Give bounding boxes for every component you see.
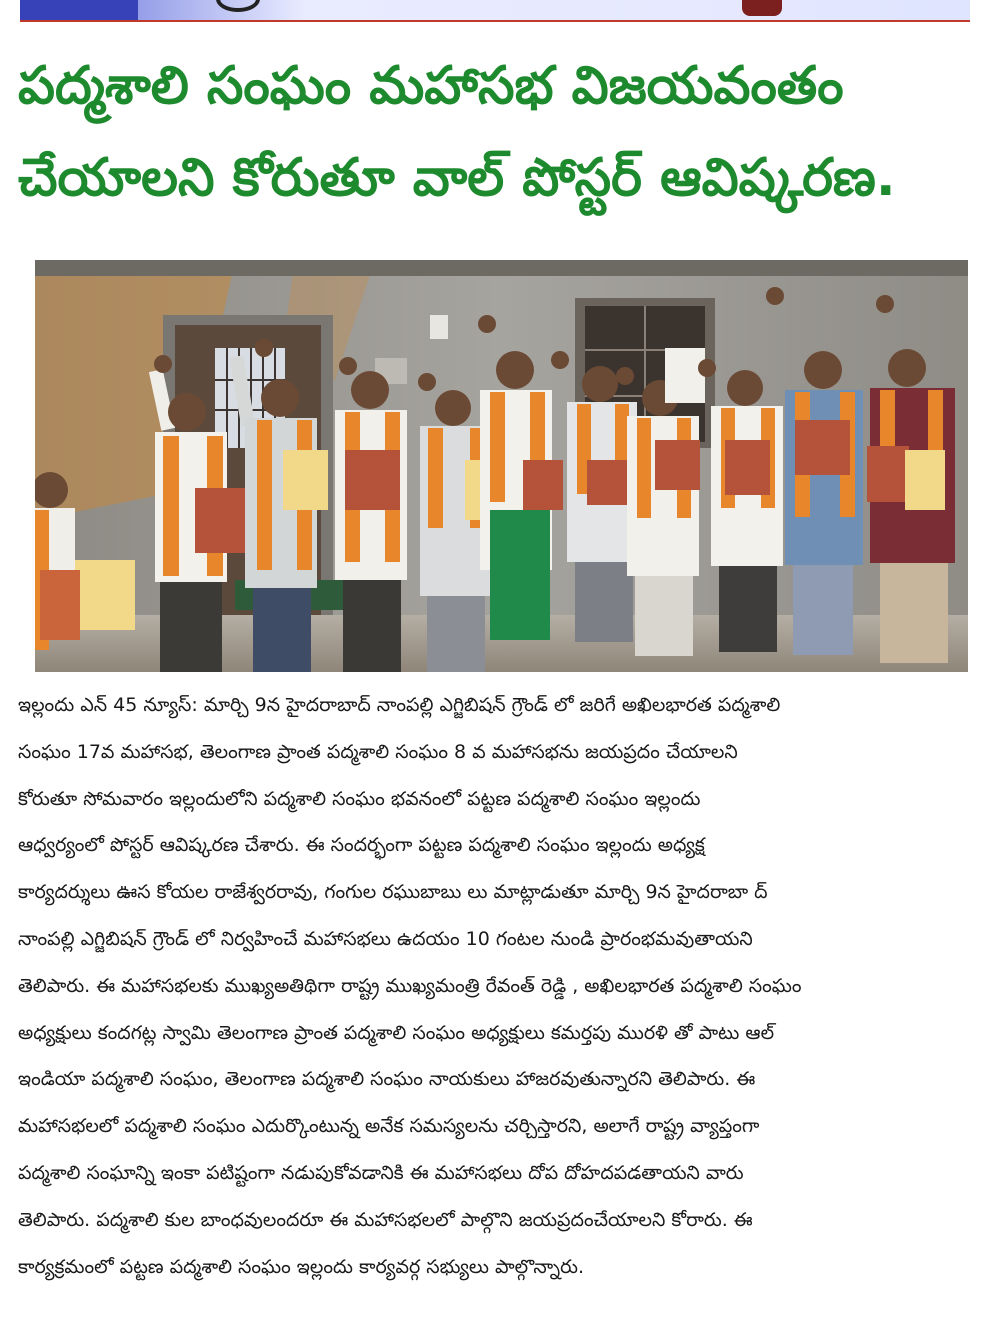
article-line: మహాసభలలో పద్మశాలి సంఘం ఎదుర్కొంటున్న అనేక సమస్యలను చర్చిస్తారని, అలాగే రాష్ట్ర వ్యాప్తంగా [18, 1115, 760, 1138]
article-line: తెలిపారు. పద్మశాలి కుల బాంధవులందరూ ఈ మహాసభలలో పాల్గొని జయప్రదంచేయాలని కోరారు. ఈ [18, 1208, 753, 1231]
article-line: సంఘం 17వ మహాసభ, తెలంగాణ ప్రాంత పద్మశాలి సంఘం 8 వ మహాసభను జయప్రదం చేయాలని [18, 740, 738, 763]
masthead-badge-icon [742, 0, 782, 16]
article-line: నాంపల్లి ఎగ్జిబిషన్ గ్రౌండ్ లో నిర్వహించే మహాసభలు ఉదయం 10 గంటల నుండి ప్రారంభమవుతాయని [18, 927, 753, 950]
masthead-banner [20, 0, 970, 22]
article-line: తెలిపారు. ఈ మహాసభలకు ముఖ్యఅతిథిగా రాష్ట్ర ముఖ్యమంత్రి రేవంత్ రెడ్డి , అఖిలభారత పద్మశాలి సంఘం [18, 974, 802, 997]
masthead-logo-block [20, 0, 138, 20]
article-line: ఇల్లందు ఎన్ 45 న్యూస్: మార్చి 9న హైదరాబాద్ నాంపల్లి ఎగ్జిబిషన్ గ్రౌండ్ లో జరిగే అఖిలభారత పద్మశాలి [18, 694, 781, 716]
group-photo-icon [35, 260, 968, 672]
group-photo [35, 260, 968, 672]
article-line: ఆధ్వర్యంలో పోస్టర్ ఆవిష్కరణ చేశారు. ఈ సందర్భంగా పట్టణ పద్మశాలి సంఘం ఇల్లందు అధ్యక్ష [18, 834, 705, 857]
article-line: ఇండియా పద్మశాలి సంఘం, తెలంగాణ పద్మశాలి సంఘం నాయకులు హాజరవుతున్నారని తెలిపారు. ఈ [18, 1068, 756, 1091]
headline-line-1: పద్మశాలి సంఘం మహాసభ విజయవంతం [18, 56, 844, 116]
article-line: పద్మశాలి సంఘాన్ని ఇంకా పటిష్టంగా నడుపుకోవడానికి ఈ మహాసభలు దోప దోహదపడతాయని వారు [18, 1161, 744, 1184]
headline [18, 40, 988, 224]
article-line: అధ్యక్షులు కందగట్ల స్వామి తెలంగాణ ప్రాంత పద్మశాలి సంఘం అధ్యక్షులు కమర్తపు మురళి తో పాటు ఆల్ [18, 1021, 775, 1044]
article-line: కార్యక్రమంలో పట్టణ పద్మశాలి సంఘం ఇల్లందు కార్యవర్గ సభ్యులు పాల్గొన్నారు. [18, 1255, 584, 1278]
article-body [18, 682, 970, 1290]
article-line: కోరుతూ సోమవారం ఇల్లందులోని పద్మశాలి సంఘం భవనంలో పట్టణ పద్మశాలి సంఘం ఇల్లందు [18, 787, 701, 810]
masthead-ring-icon [216, 0, 260, 12]
headline-line-2: చేయాలని కోరుతూ వాల్ పోస్టర్ ఆవిష్కరణ. [18, 148, 896, 208]
article-line: కార్యదర్శులు ఊస కోయల రాజేశ్వరరావు, గంగుల రఘుబాబు లు మాట్లాడుతూ మార్చి 9న హైదరాబా ద్ [18, 881, 768, 904]
